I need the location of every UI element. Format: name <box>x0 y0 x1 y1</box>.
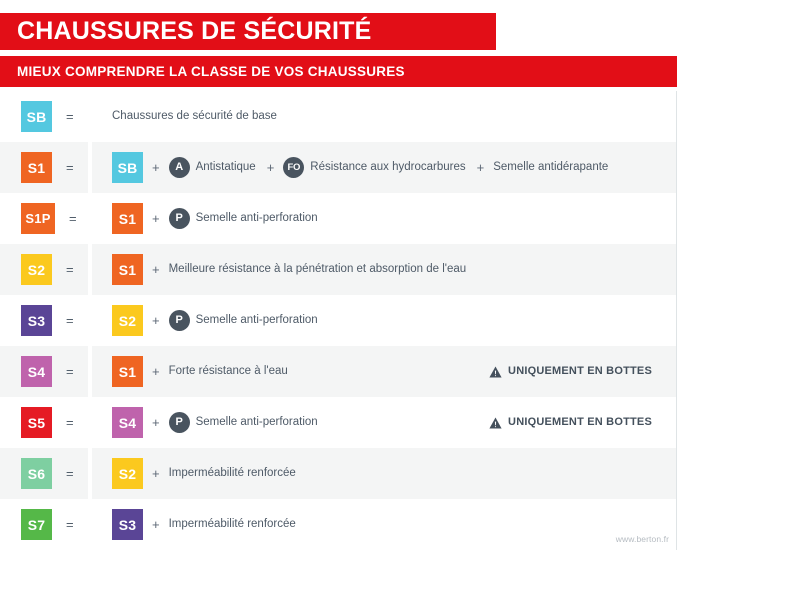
feature-label: Semelle antidérapante <box>493 160 609 173</box>
row-key-cell-s5 <box>0 397 88 448</box>
row-key-cell-s4 <box>0 346 88 397</box>
warning-badge <box>489 417 662 429</box>
class-badge-s2: S2 <box>21 254 52 285</box>
warning-label: UNIQUEMENT EN BOTTES <box>508 365 652 377</box>
plus-symbol: + <box>476 160 485 175</box>
footer <box>0 530 677 548</box>
table-row <box>0 397 676 448</box>
feature-label: Semelle anti-perforation <box>195 211 318 224</box>
reference-badge-s3: S3 <box>112 509 143 540</box>
page-subtitle: MIEUX COMPRENDRE LA CLASSE DE VOS CHAUSSURES <box>17 63 405 79</box>
marking-group <box>169 412 320 433</box>
class-badge-sb: SB <box>21 101 52 132</box>
feature-label: Imperméabilité renforcée <box>168 466 296 479</box>
plus-symbol: + <box>266 160 275 175</box>
table-row <box>0 142 676 193</box>
subtitle-bar <box>0 56 677 87</box>
reference-badge-s2: S2 <box>112 458 143 489</box>
class-badge-s1: S1 <box>21 152 52 183</box>
table-row <box>0 244 676 295</box>
class-badge-s6: S6 <box>21 458 52 489</box>
feature-label: Résistance aux hydrocarbures <box>310 160 466 173</box>
table-row <box>0 193 676 244</box>
shoe-class-table <box>0 91 677 550</box>
table-row <box>0 448 676 499</box>
marking-group <box>169 310 320 331</box>
equals-symbol: = <box>69 211 77 226</box>
reference-badge-sb: SB <box>112 152 143 183</box>
marking-group <box>169 208 320 229</box>
row-key-cell-s3 <box>0 295 88 346</box>
row-definition-cell <box>92 346 676 397</box>
table-row <box>0 346 676 397</box>
equals-symbol: = <box>66 364 74 379</box>
equals-symbol: = <box>66 517 74 532</box>
warning-triangle-icon <box>489 417 502 429</box>
row-definition-cell <box>92 448 676 499</box>
equals-symbol: = <box>66 313 74 328</box>
row-definition-cell <box>92 91 676 142</box>
reference-badge-s2: S2 <box>112 305 143 336</box>
class-badge-s5: S5 <box>21 407 52 438</box>
plus-symbol: + <box>152 262 160 277</box>
row-key-cell-s1 <box>0 142 88 193</box>
warning-badge <box>489 366 662 378</box>
reference-badge-s1: S1 <box>112 356 143 387</box>
class-badge-s3: S3 <box>21 305 52 336</box>
row-key-cell-s1p <box>0 193 88 244</box>
feature-label: Meilleure résistance à la pénétration et absorption de l'eau <box>168 262 467 275</box>
page-title: CHAUSSURES DE SÉCURITÉ <box>17 17 372 45</box>
marking-group <box>169 157 258 178</box>
feature-label: Imperméabilité renforcée <box>168 517 296 530</box>
p-marking-icon: P <box>169 310 190 331</box>
feature-label: Semelle anti-perforation <box>195 415 318 428</box>
reference-badge-s4: S4 <box>112 407 143 438</box>
equals-symbol: = <box>66 466 74 481</box>
row-definition-cell <box>92 295 676 346</box>
a-marking-icon: A <box>169 157 190 178</box>
row-definition-cell <box>92 193 676 244</box>
row-definition-cell <box>92 142 676 193</box>
equals-symbol: = <box>66 109 74 124</box>
row-definition-cell <box>92 397 676 448</box>
plus-symbol: + <box>152 364 160 379</box>
reference-badge-s1: S1 <box>112 203 143 234</box>
feature-label: Forte résistance à l'eau <box>168 364 288 377</box>
equals-symbol: = <box>66 415 74 430</box>
warning-triangle-icon <box>489 366 502 378</box>
row-key-cell-s2 <box>0 244 88 295</box>
feature-label: Semelle anti-perforation <box>195 313 318 326</box>
feature-label: Chaussures de sécurité de base <box>112 109 277 122</box>
row-definition-cell <box>92 244 676 295</box>
class-badge-s4: S4 <box>21 356 52 387</box>
equals-symbol: = <box>66 160 74 175</box>
plus-symbol: + <box>152 211 160 226</box>
feature-label: Antistatique <box>195 160 256 173</box>
plus-symbol: + <box>152 415 160 430</box>
table-row <box>0 295 676 346</box>
row-key-cell-s6 <box>0 448 88 499</box>
marking-group <box>283 157 467 178</box>
equals-symbol: = <box>66 262 74 277</box>
plus-symbol: + <box>152 466 160 481</box>
class-badge-s7: S7 <box>21 509 52 540</box>
warning-label: UNIQUEMENT EN BOTTES <box>508 416 652 428</box>
plus-symbol: + <box>152 160 160 175</box>
class-badge-s1p: S1P <box>21 203 55 234</box>
website-url: www.berton.fr <box>615 533 669 544</box>
fo-marking-icon: FO <box>283 157 304 178</box>
p-marking-icon: P <box>169 412 190 433</box>
main-title-bar <box>0 13 496 50</box>
plus-symbol: + <box>152 517 160 532</box>
table-row <box>0 91 676 142</box>
row-key-cell-sb <box>0 91 88 142</box>
p-marking-icon: P <box>169 208 190 229</box>
plus-symbol: + <box>152 313 160 328</box>
reference-badge-s1: S1 <box>112 254 143 285</box>
